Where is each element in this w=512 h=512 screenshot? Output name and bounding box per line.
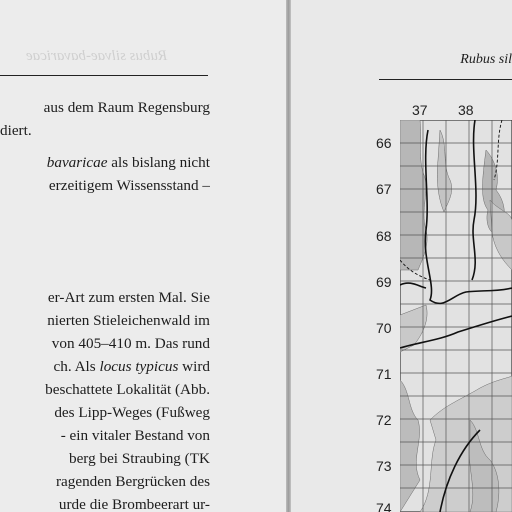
text-line: von 405–410 m. Das rund [51, 335, 210, 352]
map-row-label: 68 [376, 228, 392, 244]
map-column-label: 38 [458, 102, 474, 118]
text-line: nierten Stieleichenwald im [47, 312, 210, 329]
map-row-label: 67 [376, 181, 392, 197]
locus-typicus-term: locus typicus [99, 358, 179, 375]
map-row-label: 70 [376, 320, 392, 336]
text-line: diert. [0, 122, 32, 139]
text-line-with-italic: bavaricae als bislang nicht [46, 154, 210, 171]
text-line: beschattete Lokalität (Abb. [45, 381, 210, 398]
paragraph-3 [0, 286, 210, 512]
paragraph-2 [0, 151, 210, 197]
map-row-label: 73 [376, 458, 392, 474]
map-row-label: 69 [376, 274, 392, 290]
map-row-label: 74 [376, 500, 392, 512]
text-line: ragenden Bergrücken des [55, 473, 210, 490]
right-running-header: Rubus sil [460, 52, 512, 67]
text-line: - ein vitaler Bestand von [60, 427, 210, 444]
text-line: aus dem Raum Regensburg [43, 99, 210, 116]
text-line: des Lipp-Weges (Fußweg [54, 404, 210, 421]
header-rule [0, 75, 208, 76]
species-epithet: bavaricae [46, 154, 108, 171]
map-row-label: 72 [376, 412, 392, 428]
map-row-label: 66 [376, 135, 392, 151]
header-rule [379, 79, 512, 80]
map-column-label: 37 [412, 102, 428, 118]
distribution-grid-map [400, 120, 512, 512]
text-line: berg bei Straubing (TK [68, 450, 210, 467]
map-row-label: 71 [376, 366, 392, 382]
text-line: erzeitigem Wissensstand – [48, 177, 210, 194]
show-through-header-text: Rubus silvae-bavaricae [26, 48, 168, 64]
text-line: urde die Brombeerart ur- [58, 496, 210, 512]
right-page [291, 0, 512, 512]
text-line: er-Art zum ersten Mal. Sie [47, 289, 210, 306]
paragraph-1 [0, 96, 210, 142]
text-line-with-italic: ch. Als locus typicus wird [53, 358, 210, 375]
left-running-header [0, 44, 208, 74]
